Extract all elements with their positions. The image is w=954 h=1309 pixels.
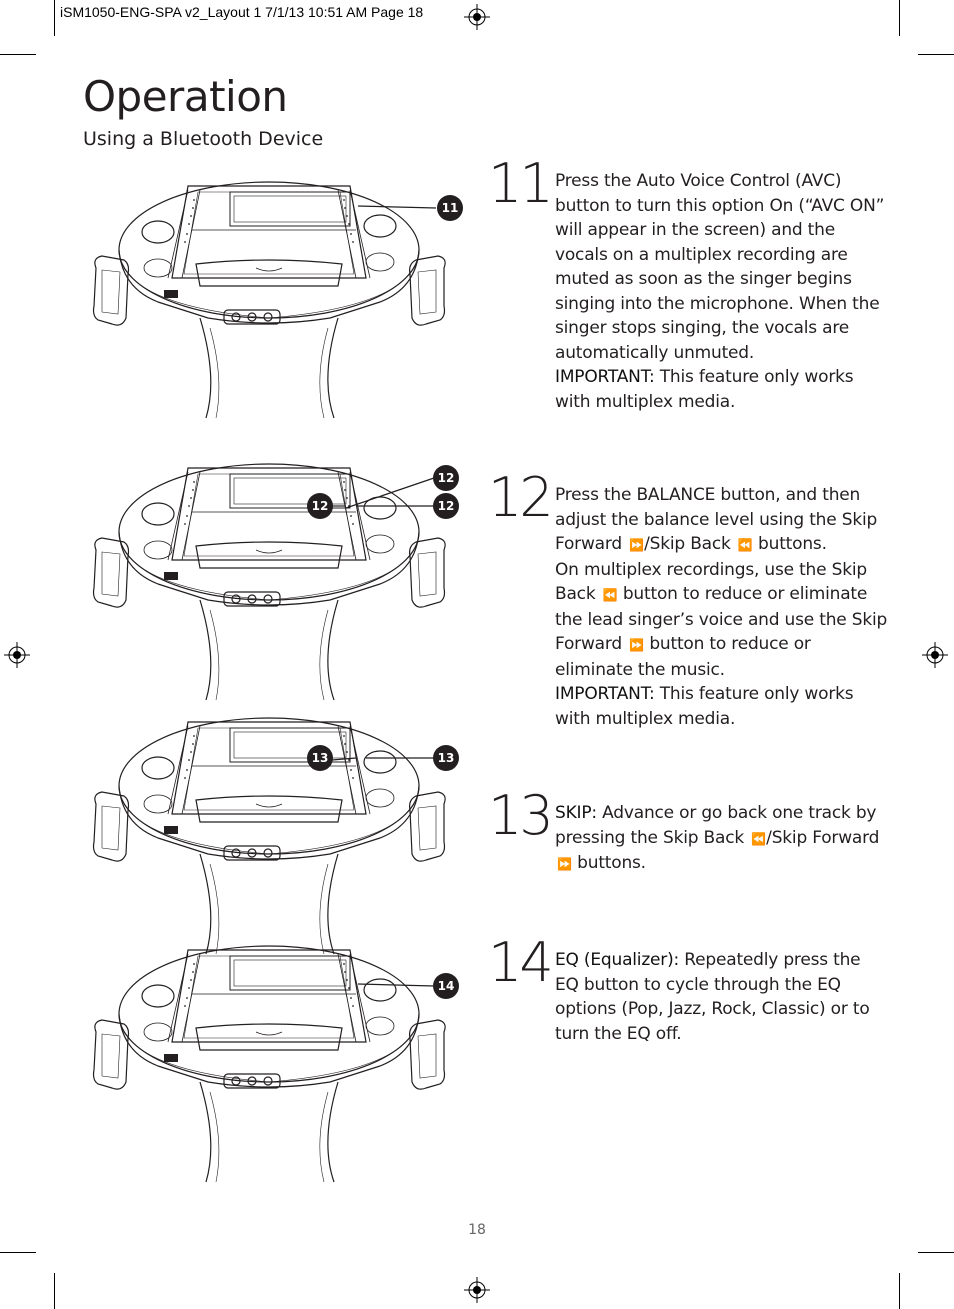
device-illustration bbox=[88, 942, 455, 1182]
callout-label: 12 bbox=[311, 499, 329, 513]
skip-back-icon: ⏪ bbox=[751, 831, 765, 846]
section-subtitle: Using a Bluetooth Device bbox=[83, 128, 324, 150]
skip-back-icon: ⏪ bbox=[602, 588, 616, 602]
step-text: Repeatedly press the EQ button to cycle through the EQ options (Pop, Jazz, Rock, Classic) or to turn the EQ off. bbox=[555, 950, 870, 1044]
important-label: IMPORTANT: bbox=[555, 367, 655, 387]
device-illustration bbox=[88, 178, 459, 418]
step-description bbox=[555, 948, 888, 1046]
step-label: EQ (Equalizer): bbox=[555, 950, 680, 970]
registration-mark bbox=[464, 4, 490, 30]
step-text: /Skip Back bbox=[644, 534, 736, 554]
step-number: 11 bbox=[488, 152, 551, 215]
step-text: On multiplex recordings, use the Skip Back bbox=[555, 559, 867, 604]
page-title: Operation bbox=[83, 72, 288, 121]
registration-mark bbox=[4, 642, 30, 668]
step-text: Press the Auto Voice Control (AVC) button to turn this option On (“AVC ON” will appear in the screen) and the vocals on a multiplex recording are muted as soon as the singer begins singing into the microphone. When the singer stops singing, the vocals are automatically unmuted. bbox=[555, 171, 885, 363]
page-number: 18 bbox=[468, 1222, 486, 1238]
step-number: 12 bbox=[488, 466, 551, 529]
important-text: This feature only works with multiplex media. bbox=[555, 367, 854, 412]
step-text: button to reduce or eliminate the lead singer’s voice and use the Skip Forward bbox=[555, 584, 888, 654]
registration-mark bbox=[922, 642, 948, 668]
crop-mark bbox=[54, 0, 55, 36]
step-14 bbox=[488, 931, 888, 1046]
step-text: Advance or go back one track by pressing the Skip Back bbox=[555, 803, 877, 848]
crop-mark bbox=[918, 54, 954, 55]
skip-back-icon: ⏪ bbox=[737, 538, 751, 552]
callout-label: 12 bbox=[437, 499, 455, 513]
step-text: buttons. bbox=[571, 853, 646, 873]
crop-mark bbox=[54, 1273, 55, 1309]
step-description bbox=[555, 483, 888, 731]
step-text: Press the BALANCE button, and then adjust the balance level using the Skip Forward bbox=[555, 485, 878, 554]
step-number: 13 bbox=[488, 784, 551, 847]
callout-label: 13 bbox=[437, 751, 455, 765]
step-text: /Skip Forward bbox=[766, 827, 880, 848]
registration-mark bbox=[464, 1277, 490, 1303]
callout-label: 14 bbox=[437, 979, 455, 993]
crop-mark bbox=[0, 54, 36, 55]
step-number: 14 bbox=[488, 931, 551, 994]
step-label: SKIP: bbox=[555, 803, 597, 823]
crop-mark bbox=[899, 0, 900, 36]
callout-label: 13 bbox=[311, 751, 329, 765]
callout-label: 12 bbox=[437, 471, 455, 485]
skip-forward-icon: ⏩ bbox=[629, 538, 643, 552]
step-text: buttons. bbox=[752, 534, 827, 554]
step-11 bbox=[488, 152, 888, 414]
skip-forward-icon: ⏩ bbox=[629, 638, 643, 652]
device-illustration bbox=[88, 714, 455, 954]
important-text: This feature only works with multiplex media. bbox=[555, 684, 854, 729]
crop-mark bbox=[918, 1252, 954, 1253]
crop-mark bbox=[0, 1252, 36, 1253]
step-12 bbox=[488, 466, 888, 731]
callout-label: 11 bbox=[441, 201, 459, 215]
skip-forward-icon: ⏩ bbox=[557, 857, 570, 871]
step-description bbox=[555, 169, 888, 414]
crop-mark bbox=[899, 1273, 900, 1309]
device-illustration bbox=[88, 460, 455, 700]
important-label: IMPORTANT: bbox=[555, 684, 655, 704]
step-text: button to reduce or eliminate the music. bbox=[555, 634, 811, 680]
printer-slug: iSM1050-ENG-SPA v2_Layout 1 7/1/13 10:51 AM Page 18 bbox=[60, 4, 424, 20]
step-13 bbox=[488, 784, 888, 877]
step-description bbox=[555, 801, 888, 877]
